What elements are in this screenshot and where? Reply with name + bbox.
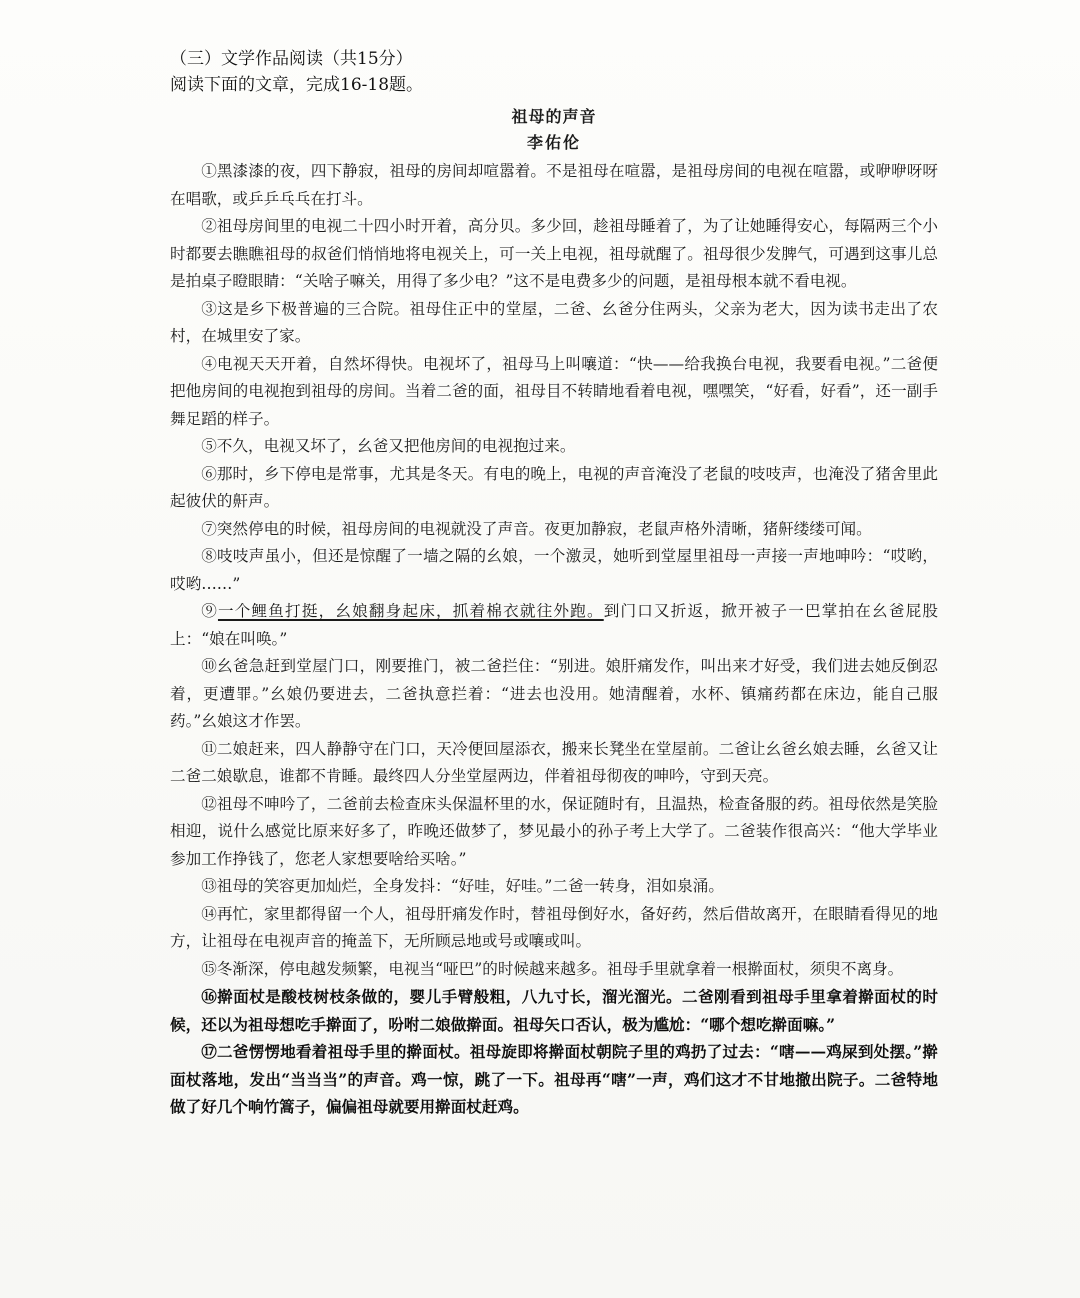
paragraph-3: ③这是乡下极普遍的三合院。祖母住正中的堂屋，二爸、幺爸分住两头，父亲为老大，因为读书走出了农村，在城里安了家。 bbox=[170, 299, 938, 345]
paragraph-12: ⑫祖母不呻吟了，二爸前去检查床头保温杯里的水，保证随时有，且温热，检查备服的药。祖母依然是笑脸相迎，说什么感觉比原来好多了，昨晚还做梦了，梦见最小的孙子考上大学了。二爸装作很高兴：“他大学毕业参加工作挣钱了，您老人家想要啥给买啥。” bbox=[170, 794, 938, 868]
paragraph-5: ⑤不久，电视又坏了，幺爸又把他房间的电视抱过来。 bbox=[201, 437, 576, 455]
paragraph-16: ⑯擀面杖是酸枝树枝条做的，婴儿手臂般粗，八九寸长，溜光溜光。二爸刚看到祖母手里拿着擀面杖的时候，还以为祖母想吃手擀面了，吩咐二娘做擀面。祖母矢口否认，极为尴尬：“哪个想吃擀面嘛。” bbox=[170, 987, 938, 1034]
underlined-sentence: 一个鲤鱼打挺，幺娘翻身起床，抓着棉衣就往外跑。 bbox=[217, 602, 604, 620]
paragraph-2: ②祖母房间里的电视二十四小时开着，高分贝。多少回，趁祖母睡着了，为了让她睡得安心，每隔两三个小时都要去瞧瞧祖母的叔爸们悄悄地将电视关上，可一关上电视，祖母就醒了。祖母很少发脾气，可遇到这事儿总是拍桌子瞪眼睛：“关啥子嘛关，用得了多少电？”这不是电费多少的问题，是祖母根本就不看电视。 bbox=[170, 217, 938, 290]
paragraph-6: ⑥那时，乡下停电是常事，尤其是冬天。有电的晚上，电视的声音淹没了老鼠的吱吱声，也淹没了猪舍里此起彼伏的鼾声。 bbox=[170, 464, 938, 510]
section-heading: （三）文学作品阅读（共15分） bbox=[170, 49, 413, 69]
paragraph-8: ⑧吱吱声虽小，但还是惊醒了一墙之隔的幺娘，一个激灵，她听到堂屋里祖母一声接一声地呻吟：“哎哟，哎哟……” bbox=[170, 547, 938, 593]
paragraph-15: ⑮冬渐深，停电越发频繁，电视当“哑巴”的时候越来越多。祖母手里就拿着一根擀面杖，须臾不离身。 bbox=[201, 959, 904, 978]
paragraph-4: ④电视天天开着，自然坏得快。电视坏了，祖母马上叫嚷道：“快——给我换台电视，我要看电视。”二爸便把他房间的电视抱到祖母的房间。当着二爸的面，祖母目不转睛地看着电视，嘿嘿笑，“好看，好看”，还一副手舞足蹈的样子。 bbox=[170, 354, 938, 428]
article-title: 祖母的声音 bbox=[511, 107, 597, 126]
instruction-text: 阅读下面的文章，完成16-18题。 bbox=[170, 75, 424, 95]
paragraph-1: ①黑漆漆的夜，四下静寂，祖母的房间却喧嚣着。不是祖母在喧嚣，是祖母房间的电视在喧嚣，或咿咿呀呀在唱歌，或乒乒乓乓在打斗。 bbox=[170, 162, 938, 208]
paragraph-13: ⑬祖母的笑容更加灿烂，全身发抖：“好哇，好哇。”二爸一转身，泪如泉涌。 bbox=[201, 877, 724, 895]
paragraph-17: ⑰二爸愣愣地看着祖母手里的擀面杖。祖母旋即将擀面杖朝院子里的鸡扔了过去：“嗐——鸡屎到处摆。”擀面杖落地，发出“当当当”的声音。鸡一惊，跳了一下。祖母再“嗐”一声，鸡们这才不甘地撤出院子。二爸特地做了好几个响竹篙子，偏偏祖母就要用擀面杖赶鸡。 bbox=[170, 1042, 938, 1116]
paragraph-9-rest: 到门口又折返，掀开被子一巴掌拍在幺爸屁股上：“娘在叫唤。” bbox=[170, 602, 938, 648]
paragraph-11: ⑪二娘赶来，四人静静守在门口，天冷便回屋添衣，搬来长凳坐在堂屋前。二爸让幺爸幺娘去睡，幺爸又让二爸二娘歇息，谁都不肯睡。最终四人分坐堂屋两边，伴着祖母彻夜的呻吟，守到天亮。 bbox=[170, 739, 938, 785]
paragraph-14: ⑭再忙，家里都得留一个人，祖母肝痛发作时，替祖母倒好水，备好药，然后借故离开，在眼睛看得见的地方，让祖母在电视声音的掩盖下，无所顾忌地或号或嚷或叫。 bbox=[170, 904, 938, 950]
paragraph-9-number: ⑨ bbox=[201, 602, 218, 620]
paragraph-10: ⑩幺爸急赶到堂屋门口，刚要推门，被二爸拦住：“别进。娘肝痛发作，叫出来才好受，我们进去她反倒忍着，更遭罪。”幺娘仍要进去，二爸执意拦着：“进去也没用。她清醒着，水杯、镇痛药都在床边，能自己服药。”幺娘这才作罢。 bbox=[170, 657, 938, 730]
reading-section bbox=[170, 46, 938, 1121]
article-author: 李佑伦 bbox=[526, 133, 581, 152]
paragraph-9 bbox=[170, 598, 938, 653]
paragraph-7: ⑦突然停电的时候，祖母房间的电视就没了声音。夜更加静寂，老鼠声格外清晰，猪鼾缕缕可闻。 bbox=[201, 519, 872, 538]
